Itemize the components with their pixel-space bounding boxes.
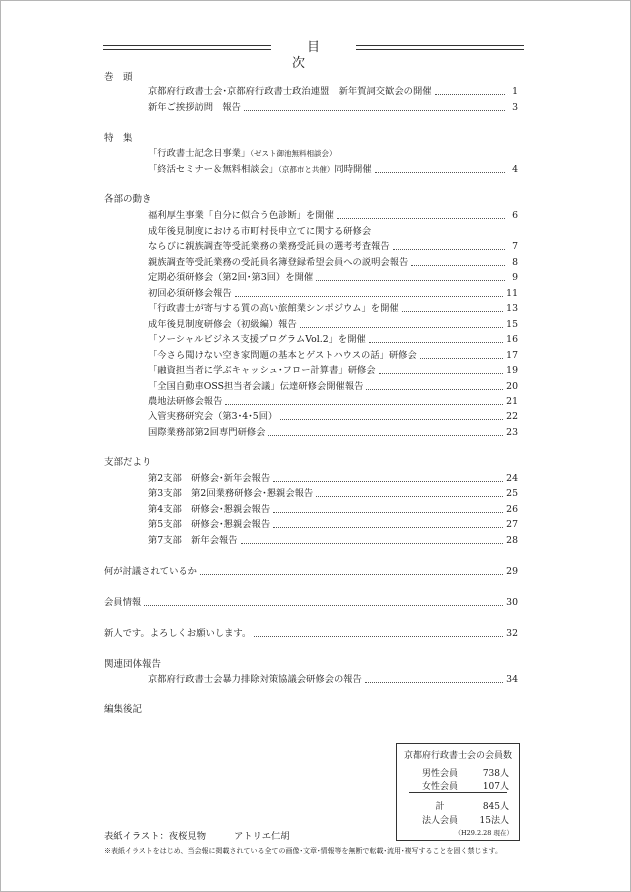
toc-entry-page: 3 [512, 102, 518, 113]
toc-entry-page: 4 [512, 164, 518, 175]
leader-dots [366, 389, 503, 390]
toc-entry-page: 21 [506, 396, 518, 407]
toc-entry-title: 「融資担当者に学ぶキャッシュ･フロー計算書」研修会 [148, 365, 376, 376]
as-of-date: （H29.2.28 現在） [454, 829, 513, 837]
toc-entry-title: 「全国自動車OSS担当者会議」伝達研修会開催報告 [148, 381, 364, 392]
toc-entry[interactable] [104, 566, 518, 578]
toc-entry-title: 第2支部 研修会･新年会報告 [148, 473, 271, 484]
toc-entry-page: 24 [506, 473, 518, 484]
count-value: 845人 [482, 802, 509, 812]
toc-entry-page: 8 [512, 257, 518, 268]
toc-entry-title: 入管実務研究会（第3･4･5回） [148, 411, 278, 422]
toc-entry-page: 1 [512, 86, 518, 97]
toc-entry-title: 新年ご挨拶訪問 報告 [148, 102, 241, 113]
toc-entry-title: 京都府行政書士会暴力排除対策協議会研修会の報告 [148, 674, 362, 685]
toc-entry[interactable] [148, 241, 518, 253]
leader-dots [337, 218, 505, 219]
leader-dots [273, 481, 503, 482]
leader-dots [241, 543, 504, 544]
toc-entry-title: 「行政書士が寄与する質の高い旅館業シンポジウム」を開催 [148, 303, 399, 314]
toc-entry-page: 22 [506, 411, 518, 422]
toc-entry[interactable] [148, 303, 518, 315]
section-shibu-label: 支部だより [104, 457, 152, 468]
leader-dots [316, 280, 505, 281]
leader-dots [273, 527, 503, 528]
toc-entry-page: 7 [512, 241, 518, 252]
toc-entry-title: 「行政書士記念日事業」 [148, 148, 251, 159]
toc-entry-title: 第4支部 研修会･懇親会報告 [148, 504, 271, 515]
toc-entry[interactable] [148, 350, 518, 362]
toc-entry-page: 30 [506, 597, 518, 608]
count-label: 計 [435, 802, 445, 812]
leader-dots [300, 327, 503, 328]
toc-entry[interactable] [148, 334, 518, 346]
toc-entry-page: 29 [506, 566, 518, 577]
leader-dots [280, 419, 503, 420]
leader-dots [144, 605, 503, 606]
leader-dots [268, 435, 503, 436]
toc-entry-title: 農地法研修会報告 [148, 396, 223, 407]
toc-entry[interactable] [148, 535, 518, 547]
credit-artist: アトリエ仁胡 [234, 831, 290, 842]
section-kanren-label: 関連団体報告 [104, 659, 162, 670]
leader-dots [254, 636, 503, 637]
toc-entry-page: 16 [506, 334, 518, 345]
toc-entry-subtitle: （京都市と共催） [278, 165, 335, 174]
toc-entry-title-rest: 同時開催 [334, 164, 372, 175]
toc-entry-title: 第7支部 新年会報告 [148, 535, 238, 546]
toc-entry-title: 国際業務部第2回専門研修会 [148, 427, 266, 438]
leader-dots [273, 512, 503, 513]
toc-entry[interactable] [148, 272, 518, 284]
credit-label: 表紙イラスト：夜桜見物 [104, 831, 206, 842]
title-rule-left [103, 45, 271, 50]
leader-dots [435, 94, 505, 95]
member-count-row [397, 766, 521, 778]
leader-dots [316, 496, 503, 497]
section-kantou-label: 巻 頭 [104, 72, 133, 83]
toc-entry-title: 「今さら聞けない空き家問題の基本とゲストハウスの話」研修会 [148, 350, 417, 361]
count-label: 男性会員 [421, 769, 458, 779]
toc-entry[interactable] [148, 488, 518, 500]
toc-entry[interactable] [148, 210, 518, 222]
toc-entry[interactable] [148, 411, 518, 423]
page-title: 目 次 [291, 40, 394, 71]
toc-entry[interactable] [148, 381, 518, 393]
toc-entry-page: 26 [506, 504, 518, 515]
member-count-row [397, 813, 521, 825]
leader-dots [379, 373, 504, 374]
toc-entry-title: 定期必須研修会（第2回･第3回）を開催 [148, 272, 314, 283]
toc-entry-page: 9 [512, 272, 518, 283]
leader-dots [420, 358, 503, 359]
leader-dots [369, 342, 503, 343]
toc-entry-page: 13 [506, 303, 518, 314]
cover-illustration-credit [104, 828, 290, 842]
leader-dots [200, 574, 503, 575]
toc-entry-title: 新人です。よろしくお願いします。 [104, 628, 252, 639]
toc-entry-title: 第5支部 研修会･懇親会報告 [148, 519, 271, 530]
toc-entry-title: 何が討議されているか [104, 566, 197, 577]
toc-entry[interactable] [148, 473, 518, 485]
toc-entry[interactable] [148, 86, 518, 98]
member-count-box [396, 743, 520, 841]
toc-entry-title: 会員情報 [104, 597, 142, 608]
toc-entry-page: 6 [512, 210, 518, 221]
count-label: 女性会員 [421, 782, 458, 792]
member-count-title: 京都府行政書士会の会員数 [403, 751, 512, 761]
toc-entry-title: ならびに親族調査等受託業務の業務受託員の選考考査報告 [148, 241, 390, 252]
toc-entry-title: 京都府行政書士会･京都府行政書士政治連盟 新年賀詞交歓会の開催 [148, 86, 432, 97]
toc-entry-title: 「ソーシャルビジネス支援プログラムVol.2」を開催 [148, 334, 366, 345]
toc-header [103, 40, 524, 71]
toc-entry[interactable] [148, 164, 518, 176]
toc-entry-page: 17 [506, 350, 518, 361]
toc-entry-title: 第3支部 第2回業務研修会･懇親会報告 [148, 488, 314, 499]
toc-entry-page: 27 [506, 519, 518, 530]
leader-dots [375, 172, 505, 173]
count-value: 15法人 [479, 816, 509, 826]
toc-entry-page: 28 [506, 535, 518, 546]
member-count-row [397, 779, 521, 791]
toc-entry[interactable] [148, 365, 518, 377]
toc-entry[interactable] [148, 396, 518, 408]
leader-dots [244, 110, 505, 111]
toc-entry[interactable] [148, 674, 518, 686]
toc-entry-title: 初回必須研修会報告 [148, 288, 232, 299]
total-divider [409, 792, 507, 793]
toc-entry-title: 成年後見制度研修会（初級編）報告 [148, 319, 297, 330]
copyright-notice: ※表紙イラストをはじめ、当会報に掲載されている全ての画像･文章･情報等を無断で転載･流用･複写することを固く禁じます。 [104, 847, 502, 855]
toc-entry-page: 20 [506, 381, 518, 392]
toc-entry-page: 19 [506, 365, 518, 376]
toc-entry-title: 福利厚生事業「自分に似合う色診断」を開催 [148, 210, 334, 221]
toc-entry[interactable] [104, 597, 518, 609]
section-henshu-label: 編集後記 [104, 704, 143, 715]
toc-entry[interactable] [148, 427, 518, 439]
toc-entry-title-main: 「終活セミナー＆無料相談会」 [148, 164, 279, 175]
toc-entry[interactable] [148, 319, 518, 331]
leader-dots [411, 265, 505, 266]
toc-entry[interactable] [148, 288, 518, 300]
toc-entry[interactable] [148, 102, 518, 114]
toc-entry-page: 34 [506, 674, 518, 685]
member-count-row [397, 799, 521, 811]
leader-dots [365, 682, 503, 683]
toc-entry-subtitle: （ゼスト御池無料相談会） [250, 149, 337, 158]
leader-dots [393, 249, 505, 250]
toc-entry-page: 15 [506, 319, 518, 330]
toc-entry[interactable] [148, 504, 518, 516]
count-value: 738人 [482, 769, 509, 779]
title-rule-right [356, 45, 524, 50]
leader-dots [402, 311, 503, 312]
section-tokushu-label: 特 集 [104, 133, 133, 144]
toc-entry[interactable] [148, 257, 518, 269]
toc-entry-title: 親族調査等受託業務の受託員名簿登録希望会員への説明会報告 [148, 257, 409, 268]
count-value: 107人 [482, 782, 509, 792]
toc-entry[interactable] [104, 628, 518, 640]
toc-entry-line[interactable] [148, 226, 371, 238]
section-kakubu-label: 各部の動き [104, 194, 152, 205]
toc-entry-page: 23 [506, 427, 518, 438]
toc-entry-page: 32 [506, 628, 518, 639]
toc-entry-page: 25 [506, 488, 518, 499]
toc-entry-title: 成年後見制度における市町村長申立てに関する研修会 [148, 226, 372, 237]
leader-dots [235, 296, 503, 297]
toc-entry-line[interactable] [148, 148, 337, 160]
count-label: 法人会員 [421, 816, 458, 826]
toc-entry-page: 11 [506, 288, 518, 299]
leader-dots [225, 404, 503, 405]
toc-entry[interactable] [148, 519, 518, 531]
toc-entry-title [148, 164, 372, 176]
